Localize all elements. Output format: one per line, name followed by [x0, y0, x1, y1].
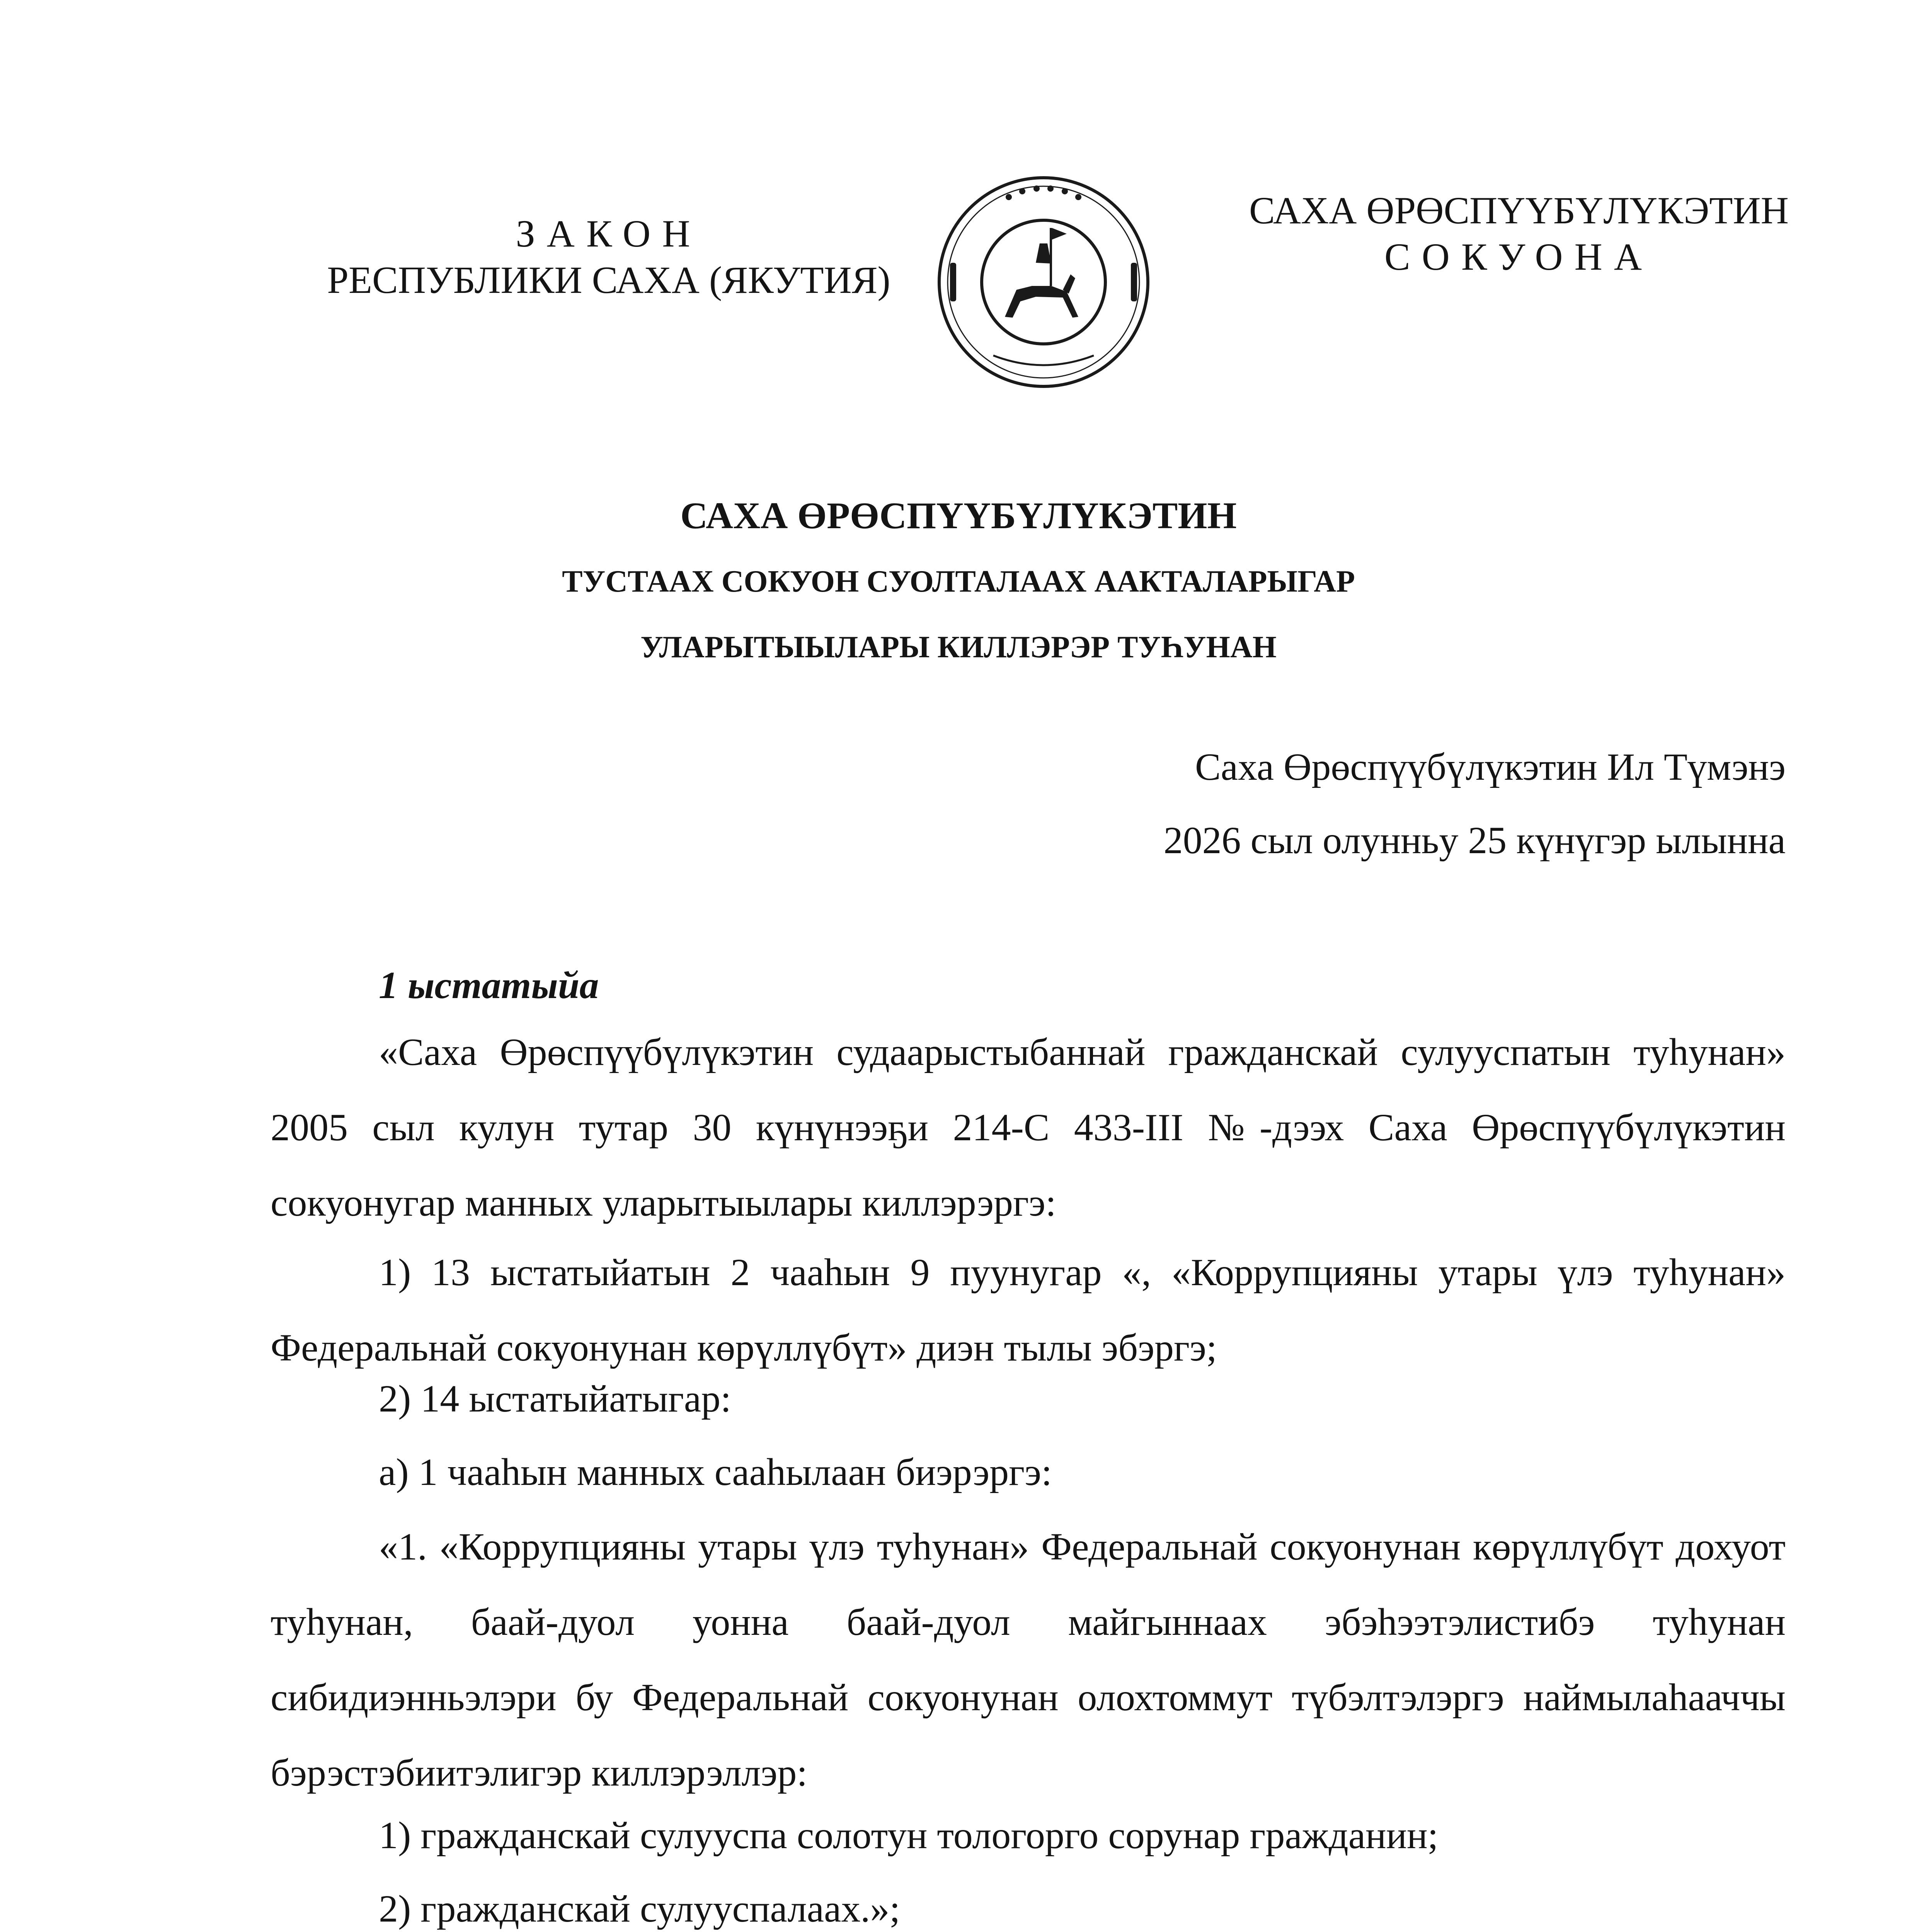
article-paragraph-1: «Саха Өрөспүүбүлүкэтин судаарыстыбаннай гражданскай сулууспатын туһунан» 2005 сыл кулун тутар 30 күнүнээҕи 214-С 433-III №-дээх Саха Өрөспүүбүлүкэтин сокуонугар манных уларытыылары киллэрэргэ:: [271, 1031, 1786, 1224]
header-right-line1: САХА ӨРӨСПҮҮБҮЛҮКЭТИН: [1249, 189, 1789, 232]
adoption-date: 2026 сыл олунньу 25 күнүгэр ылынна: [1163, 819, 1786, 862]
article-paragraph-5: «1. «Коррупцияны утары үлэ туһунан» Федеральнай сокуонунан көрүллүбүт дохуот туһунан, баай-дуол уонна баай-дуол майгыннаах эбэһээтэлистибэ туһунан сибидиэнньэлэри бу Федеральнай сокуонунан олохтоммут түбэлтэлэргэ наймылаһааччы бэрэстэбиитэлигэр киллэрэллэр:: [271, 1525, 1786, 1794]
title-line1: [0, 497, 1917, 537]
header-left-line2: РЕСПУБЛИКИ САХА (ЯКУТИЯ): [327, 259, 890, 301]
coat-of-arms-emblem: [935, 174, 1152, 390]
article-paragraph-2: 1) 13 ыстатыйатын 2 чааһын 9 пуунугар «, «Коррупцияны утары үлэ туһунан» Федеральнай сокуонунан көрүллүбүт» диэн тылы эбэргэ;: [271, 1251, 1786, 1369]
article-paragraph-3: 2) 14 ыстатыйатыгар:: [379, 1377, 731, 1420]
article-paragraph-6: 1) гражданскай сулууспа солотун тологорго сорунар гражданин;: [379, 1814, 1439, 1857]
article-paragraph-7: 2) гражданскай сулууспалаах.»;: [379, 1887, 901, 1930]
header-right-line2: СОКУОНА: [1384, 235, 1654, 278]
title-line3: УЛАРЫТЫЫЛАРЫ КИЛЛЭРЭР ТУҺУНАН: [640, 630, 1277, 664]
header-left-line1: ЗАКОН: [516, 212, 702, 255]
article-paragraph-4: а) 1 чааһын манных сааһылаан биэрэргэ:: [379, 1451, 1052, 1493]
title-line2: ТУСТААХ СОКУОН СУОЛТАЛААХ ААКТАЛАРЫГАР: [562, 565, 1355, 599]
title-line1-text: САХА ӨРӨСПҮҮБҮЛҮКЭТИН: [680, 495, 1237, 537]
article-heading: 1 ыстатыйа: [379, 964, 599, 1007]
adoption-body: Саха Өрөспүүбүлүкэтин Ил Түмэнэ: [1195, 745, 1786, 788]
